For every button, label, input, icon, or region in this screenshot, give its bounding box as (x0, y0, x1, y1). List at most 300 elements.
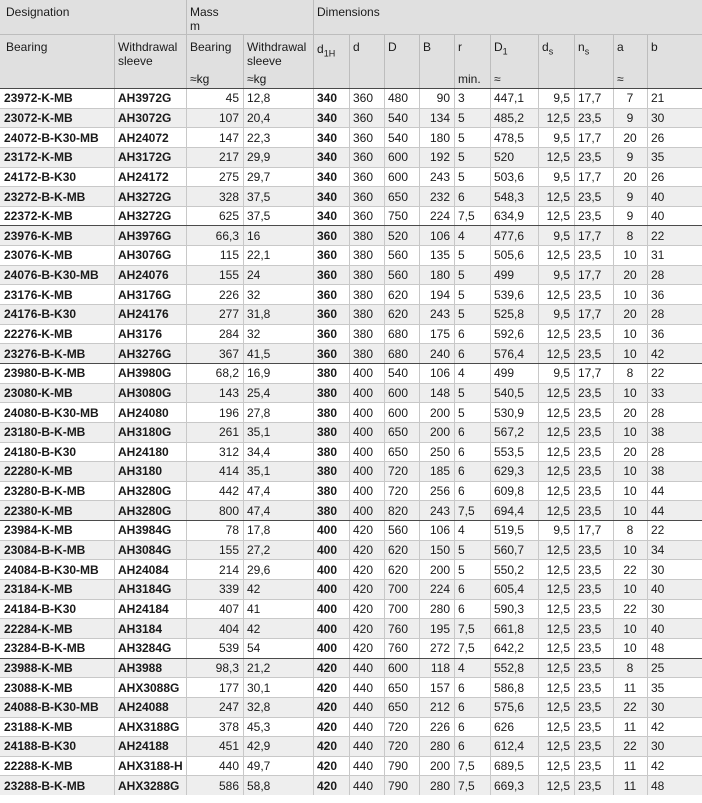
cell-ns: 23,5 (578, 209, 602, 224)
cell-d1: 540,5 (494, 385, 525, 400)
cell-mass-bearing: 312 (218, 444, 239, 459)
cell-mass-sleeve: 31,8 (247, 307, 271, 322)
cell-ns: 23,5 (578, 385, 602, 400)
cell-width-b: 243 (429, 169, 450, 184)
cell-b: 30 (651, 700, 665, 715)
cell-b: 34 (651, 543, 665, 558)
cell-outer-d: 560 (388, 268, 409, 283)
cell-d: 380 (353, 248, 374, 263)
cell-d1h: 380 (317, 503, 338, 518)
cell-width-b: 106 (429, 228, 450, 243)
cell-ns: 23,5 (578, 484, 602, 499)
cell-mass-bearing: 414 (218, 464, 239, 479)
cell-width-b: 240 (429, 346, 450, 361)
cell-width-b: 200 (429, 405, 450, 420)
cell-width-b: 272 (429, 641, 450, 656)
cell-bearing: 23088-K-MB (4, 680, 73, 695)
cell-mass-sleeve: 24 (247, 268, 261, 283)
table-row (0, 540, 702, 560)
cell-mass-sleeve: 27,8 (247, 405, 271, 420)
cell-outer-d: 700 (388, 601, 409, 616)
cell-r: 5 (458, 268, 465, 283)
header-divider (574, 34, 575, 88)
table-row (0, 579, 702, 599)
cell-outer-d: 790 (388, 778, 409, 793)
cell-d: 400 (353, 484, 374, 499)
cell-r: 5 (458, 307, 465, 322)
cell-ns: 23,5 (578, 621, 602, 636)
cell-mass-sleeve: 47,4 (247, 503, 271, 518)
cell-width-b: 224 (429, 209, 450, 224)
cell-ds: 9,5 (553, 523, 570, 538)
cell-mass-sleeve: 41 (247, 601, 261, 616)
cell-d: 400 (353, 366, 374, 381)
cell-ds: 12,5 (546, 189, 570, 204)
cell-mass-bearing: 284 (218, 327, 239, 341)
cell-mass-sleeve: 16,9 (247, 366, 271, 381)
b-header: b (651, 40, 658, 54)
cell-ns: 17,7 (578, 169, 602, 184)
cell-outer-d: 720 (388, 739, 409, 754)
cell-b: 44 (651, 484, 665, 499)
cell-b: 28 (651, 405, 665, 420)
cell-outer-d: 680 (388, 346, 409, 361)
cell-width-b: 232 (429, 189, 450, 204)
header-divider (454, 34, 455, 88)
cell-d1: 552,8 (494, 660, 525, 675)
cell-width-b: 200 (429, 562, 450, 577)
cell-mass-bearing: 404 (218, 621, 239, 636)
cell-r: 4 (458, 523, 465, 538)
cell-d1h: 360 (317, 307, 338, 322)
cell-width-b: 192 (429, 150, 450, 165)
cell-ds: 12,5 (546, 150, 570, 165)
cell-mass-sleeve: 29,7 (247, 169, 271, 184)
cell-d1: 626 (494, 719, 515, 734)
cell-ns: 17,7 (578, 228, 602, 243)
cell-ns: 23,5 (578, 660, 602, 675)
cell-a: 10 (623, 385, 637, 400)
cell-bearing: 24088-B-K30-MB (4, 700, 99, 715)
cell-bearing: 23276-B-K-MB (4, 346, 86, 361)
cell-width-b: 280 (429, 778, 450, 793)
cell-width-b: 200 (429, 759, 450, 774)
cell-mass-bearing: 328 (218, 189, 239, 204)
cell-width-b: 243 (429, 307, 450, 322)
cell-d1: 586,8 (494, 680, 525, 695)
cell-d1h: 420 (317, 660, 338, 675)
cell-mass-sleeve: 22,1 (247, 248, 271, 263)
cell-d1: 503,6 (494, 169, 525, 184)
cell-d1h: 380 (317, 444, 338, 459)
cell-d1: 629,3 (494, 464, 525, 479)
table-row (0, 677, 702, 697)
a-approx-label: ≈ (617, 72, 624, 86)
cell-a: 10 (623, 287, 637, 302)
cell-ds: 12,5 (546, 543, 570, 558)
cell-ns: 23,5 (578, 503, 602, 518)
cell-a: 22 (623, 601, 637, 616)
cell-b: 26 (651, 130, 665, 145)
cell-b: 28 (651, 268, 665, 283)
cell-mass-bearing: 68,2 (215, 366, 239, 381)
cell-mass-sleeve: 32,8 (247, 700, 271, 715)
cell-r: 5 (458, 169, 465, 184)
cell-d1: 661,8 (494, 621, 525, 636)
cell-d: 380 (353, 307, 374, 322)
cell-a: 10 (623, 425, 637, 440)
cell-bearing: 22288-K-MB (4, 759, 73, 774)
cell-d: 360 (353, 209, 374, 224)
cell-bearing: 23284-B-K-MB (4, 641, 86, 656)
cell-bearing: 23984-K-MB (4, 523, 73, 538)
cell-a: 10 (623, 543, 637, 558)
table-row (0, 127, 702, 147)
cell-mass-bearing: 367 (218, 346, 239, 361)
cell-r: 6 (458, 484, 465, 499)
cell-d1: 669,3 (494, 778, 525, 793)
cell-d: 400 (353, 503, 374, 518)
cell-a: 22 (623, 739, 637, 754)
cell-bearing: 22276-K-MB (4, 327, 73, 341)
cell-d1: 567,2 (494, 425, 525, 440)
cell-mass-bearing: 45 (225, 91, 239, 106)
cell-bearing: 23180-B-K-MB (4, 425, 86, 440)
cell-r: 5 (458, 405, 465, 420)
cell-d1h: 420 (317, 680, 338, 695)
designation-header: Designation (6, 5, 70, 19)
cell-mass-bearing: 261 (218, 425, 239, 440)
cell-width-b: 135 (429, 248, 450, 263)
cell-bearing: 23172-K-MB (4, 150, 73, 165)
cell-mass-sleeve: 54 (247, 641, 261, 656)
cell-sleeve: AH3072G (118, 110, 172, 125)
cell-r: 5 (458, 287, 465, 302)
cell-sleeve: AH3184G (118, 582, 172, 597)
cell-bearing: 23072-K-MB (4, 110, 73, 125)
cell-d: 440 (353, 739, 374, 754)
d1-header: $D_1$ (494, 40, 508, 57)
cell-r: 6 (458, 680, 465, 695)
cell-outer-d: 650 (388, 425, 409, 440)
cell-d: 420 (353, 523, 374, 538)
cell-a: 10 (623, 327, 637, 341)
d-header: d (353, 40, 360, 54)
cell-d1h: 380 (317, 405, 338, 420)
cell-ds: 12,5 (546, 346, 570, 361)
cell-a: 10 (623, 582, 637, 597)
cell-ds: 12,5 (546, 641, 570, 656)
cell-d: 380 (353, 268, 374, 283)
cell-sleeve: AH3176G (118, 287, 172, 302)
cell-mass-bearing: 107 (218, 110, 239, 125)
mass-header: Mass (190, 5, 219, 19)
cell-bearing: 24080-B-K30-MB (4, 405, 99, 420)
cell-b: 42 (651, 346, 665, 361)
cell-a: 7 (626, 91, 634, 106)
cell-sleeve: AHX3288G (118, 778, 180, 793)
cell-sleeve: AH24172 (118, 169, 169, 184)
cell-d: 400 (353, 464, 374, 479)
bearing-header: Bearing (6, 40, 48, 54)
cell-ns: 23,5 (578, 680, 602, 695)
cell-outer-d: 720 (388, 464, 409, 479)
cell-r: 7,5 (458, 621, 475, 636)
outer-d-header: D (388, 40, 397, 54)
cell-d1h: 380 (317, 366, 338, 381)
cell-outer-d: 600 (388, 385, 409, 400)
cell-ns: 23,5 (578, 543, 602, 558)
cell-mass-bearing: 66,3 (215, 228, 239, 243)
cell-ds: 9,5 (553, 268, 570, 283)
cell-d1: 499 (494, 268, 515, 283)
cell-width-b: 280 (429, 739, 450, 754)
cell-d: 400 (353, 385, 374, 400)
cell-width-b: 224 (429, 582, 450, 597)
cell-mass-sleeve: 42 (247, 582, 261, 597)
cell-ds: 12,5 (546, 562, 570, 577)
cell-mass-sleeve: 41,5 (247, 346, 271, 361)
cell-d1h: 340 (317, 209, 338, 224)
cell-mass-bearing: 277 (218, 307, 239, 322)
table-row (0, 717, 702, 737)
cell-sleeve: AH3984G (118, 523, 172, 538)
cell-mass-bearing: 800 (218, 503, 239, 518)
cell-a: 10 (623, 464, 637, 479)
cell-mass-sleeve: 32 (247, 327, 261, 341)
cell-d1: 575,6 (494, 700, 525, 715)
cell-bearing: 23272-B-K-MB (4, 189, 86, 204)
cell-d1h: 420 (317, 700, 338, 715)
cell-mass-sleeve: 27,2 (247, 543, 271, 558)
cell-d1: 548,3 (494, 189, 525, 204)
cell-sleeve: AH3272G (118, 189, 172, 204)
cell-outer-d: 620 (388, 543, 409, 558)
cell-mass-bearing: 217 (218, 150, 239, 165)
cell-d: 380 (353, 287, 374, 302)
cell-b: 42 (651, 759, 665, 774)
table-row (0, 284, 702, 304)
cell-r: 4 (458, 366, 465, 381)
cell-r: 5 (458, 150, 465, 165)
cell-ds: 12,5 (546, 739, 570, 754)
cell-width-b: 148 (429, 385, 450, 400)
cell-outer-d: 520 (388, 228, 409, 243)
cell-ns: 23,5 (578, 405, 602, 420)
cell-ds: 12,5 (546, 601, 570, 616)
cell-outer-d: 650 (388, 189, 409, 204)
cell-ns: 23,5 (578, 287, 602, 302)
cell-b: 26 (651, 169, 665, 184)
cell-d1: 520 (494, 150, 515, 165)
cell-d1: 592,6 (494, 327, 525, 341)
cell-r: 7,5 (458, 209, 475, 224)
cell-mass-bearing: 451 (218, 739, 239, 754)
cell-a: 9 (626, 110, 634, 125)
cell-ns: 23,5 (578, 739, 602, 754)
cell-sleeve: AH3276G (118, 346, 172, 361)
cell-d1h: 360 (317, 248, 338, 263)
table-row (0, 559, 702, 579)
cell-d: 420 (353, 582, 374, 597)
cell-ds: 12,5 (546, 759, 570, 774)
header-divider (349, 34, 350, 88)
cell-mass-sleeve: 42,9 (247, 739, 271, 754)
cell-a: 10 (623, 641, 637, 656)
cell-sleeve: AH3272G (118, 209, 172, 224)
cell-d: 420 (353, 562, 374, 577)
table-row (0, 167, 702, 187)
cell-mass-bearing: 247 (218, 700, 239, 715)
cell-b: 48 (651, 778, 665, 793)
cell-bearing: 24188-B-K30 (4, 739, 77, 754)
cell-bearing: 23176-K-MB (4, 287, 73, 302)
cell-sleeve: AH3172G (118, 150, 172, 165)
r-header: r (458, 40, 462, 54)
cell-bearing: 24180-B-K30 (4, 444, 77, 459)
table-row (0, 638, 702, 658)
cell-ns: 23,5 (578, 248, 602, 263)
cell-d: 360 (353, 91, 374, 106)
cell-mass-sleeve: 21,2 (247, 660, 271, 675)
cell-ds: 9,5 (553, 130, 570, 145)
cell-mass-bearing: 586 (218, 778, 239, 793)
cell-d1: 609,8 (494, 484, 525, 499)
cell-a: 22 (623, 700, 637, 715)
cell-outer-d: 790 (388, 759, 409, 774)
cell-ds: 9,5 (553, 228, 570, 243)
cell-width-b: 200 (429, 425, 450, 440)
cell-d: 400 (353, 405, 374, 420)
table-row (0, 343, 702, 363)
cell-b: 38 (651, 464, 665, 479)
cell-outer-d: 760 (388, 621, 409, 636)
cell-r: 6 (458, 700, 465, 715)
cell-r: 5 (458, 543, 465, 558)
cell-width-b: 280 (429, 601, 450, 616)
cell-ds: 12,5 (546, 287, 570, 302)
cell-sleeve: AH3280G (118, 503, 172, 518)
cell-r: 5 (458, 385, 465, 400)
cell-d: 360 (353, 189, 374, 204)
cell-d: 360 (353, 169, 374, 184)
cell-sleeve: AHX3188-H (118, 759, 183, 774)
withdrawal-sleeve-header: Withdrawal sleeve (118, 40, 178, 68)
cell-mass-sleeve: 35,1 (247, 425, 271, 440)
cell-outer-d: 600 (388, 150, 409, 165)
cell-outer-d: 540 (388, 130, 409, 145)
cell-a: 11 (623, 759, 637, 774)
cell-a: 20 (623, 405, 637, 420)
cell-a: 20 (623, 130, 637, 145)
cell-ds: 12,5 (546, 405, 570, 420)
cell-b: 22 (651, 523, 665, 538)
cell-d1: 530,9 (494, 405, 525, 420)
cell-d1: 505,6 (494, 248, 525, 263)
table-row (0, 442, 702, 462)
cell-d1h: 340 (317, 150, 338, 165)
cell-mass-sleeve: 20,4 (247, 110, 271, 125)
table-row (0, 108, 702, 128)
cell-mass-bearing: 539 (218, 641, 239, 656)
cell-sleeve: AH24176 (118, 307, 169, 322)
cell-b: 25 (651, 660, 665, 675)
cell-sleeve: AH3180 (118, 464, 163, 479)
cell-d: 360 (353, 130, 374, 145)
cell-d1: 553,5 (494, 444, 525, 459)
cell-bearing: 22284-K-MB (4, 621, 73, 636)
cell-sleeve: AH24088 (118, 700, 169, 715)
cell-outer-d: 720 (388, 484, 409, 499)
mass-bearing-unit: ≈kg (190, 72, 210, 86)
cell-mass-sleeve: 30,1 (247, 680, 271, 695)
header-divider (384, 34, 385, 88)
cell-d1h: 400 (317, 641, 338, 656)
cell-mass-sleeve: 37,5 (247, 209, 271, 224)
cell-d: 380 (353, 228, 374, 243)
cell-a: 11 (623, 778, 637, 793)
cell-mass-bearing: 147 (218, 130, 239, 145)
header-divider (419, 34, 420, 88)
a-header: a (617, 40, 624, 54)
cell-d: 400 (353, 425, 374, 440)
cell-a: 8 (626, 366, 634, 381)
cell-ds: 12,5 (546, 385, 570, 400)
cell-ds: 12,5 (546, 209, 570, 224)
cell-mass-bearing: 442 (218, 484, 239, 499)
cell-ds: 12,5 (546, 680, 570, 695)
cell-sleeve: AH24184 (118, 601, 169, 616)
cell-outer-d: 600 (388, 405, 409, 420)
cell-ns: 23,5 (578, 700, 602, 715)
cell-b: 33 (651, 385, 665, 400)
cell-sleeve: AH3980G (118, 366, 172, 381)
cell-ns: 23,5 (578, 444, 602, 459)
cell-width-b: 194 (429, 287, 450, 302)
cell-b: 42 (651, 719, 665, 734)
cell-d1h: 420 (317, 759, 338, 774)
cell-mass-bearing: 625 (218, 209, 239, 224)
cell-b: 35 (651, 680, 665, 695)
cell-outer-d: 480 (388, 91, 409, 106)
cell-width-b: 212 (429, 700, 450, 715)
cell-outer-d: 650 (388, 444, 409, 459)
cell-b: 28 (651, 444, 665, 459)
cell-b: 30 (651, 110, 665, 125)
cell-d1h: 380 (317, 385, 338, 400)
cell-r: 6 (458, 425, 465, 440)
mass-bearing-header: Bearing (190, 40, 232, 54)
cell-mass-bearing: 378 (218, 719, 239, 734)
mass-symbol: m (190, 19, 200, 33)
cell-r: 7,5 (458, 759, 475, 774)
cell-sleeve: AH3080G (118, 385, 172, 400)
cell-d1h: 420 (317, 739, 338, 754)
cell-ns: 23,5 (578, 110, 602, 125)
cell-mass-sleeve: 12,8 (247, 91, 271, 106)
cell-bearing: 24176-B-K30 (4, 307, 77, 322)
cell-d1h: 400 (317, 601, 338, 616)
cell-d1h: 340 (317, 110, 338, 125)
table-body (0, 88, 702, 795)
cell-mass-bearing: 98,3 (215, 660, 239, 675)
table-row (0, 324, 702, 344)
cell-ds: 12,5 (546, 444, 570, 459)
cell-ds: 9,5 (553, 91, 570, 106)
cell-ns: 17,7 (578, 268, 602, 283)
cell-bearing: 23988-K-MB (4, 660, 73, 675)
cell-mass-sleeve: 58,8 (247, 778, 271, 793)
